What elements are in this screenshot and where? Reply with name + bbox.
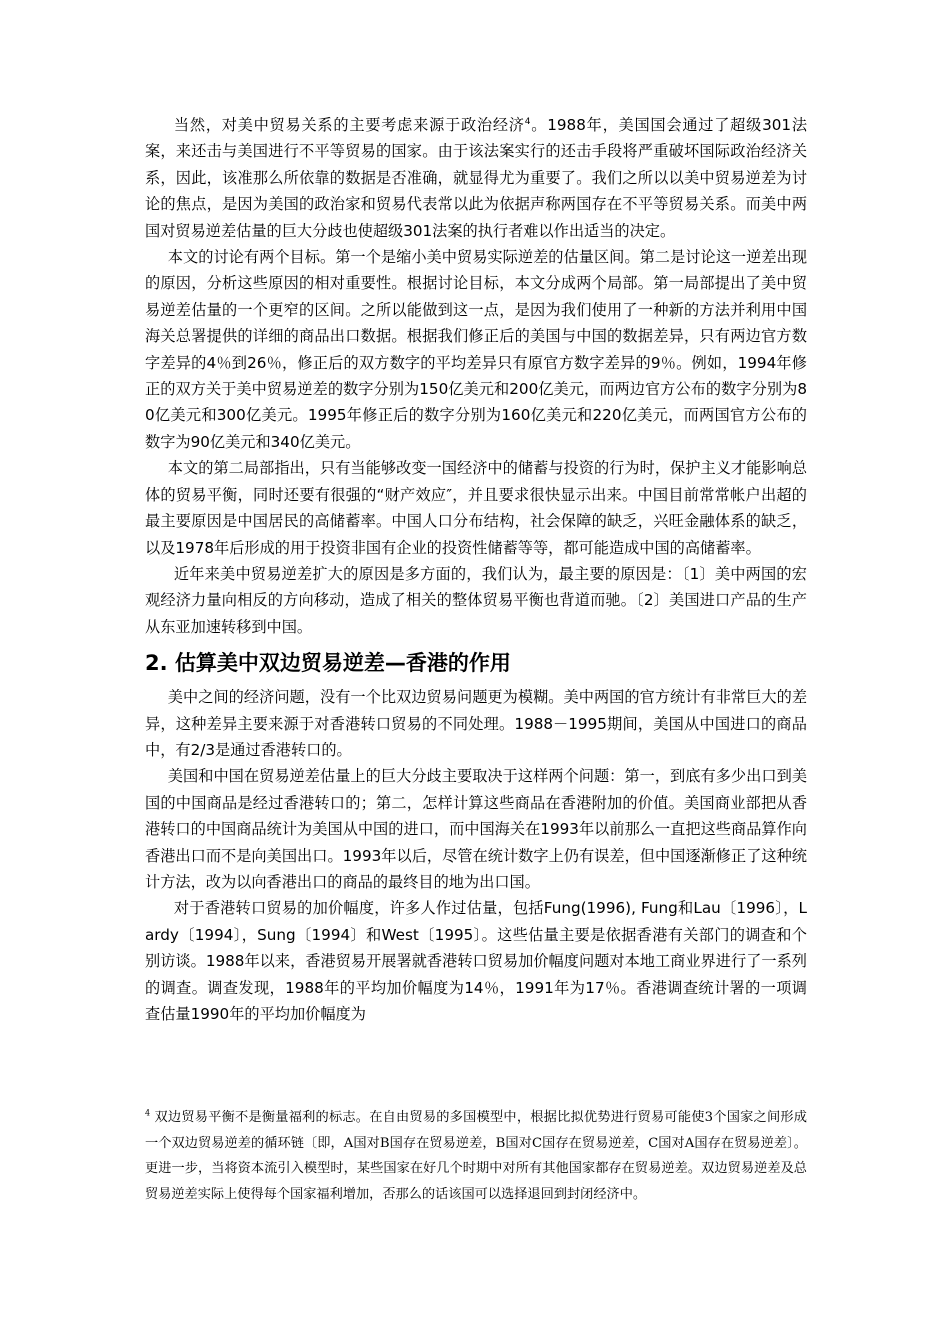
footnote xyxy=(145,1105,807,1207)
paragraph-deficit-reasons: 近年来美中贸易逆差扩大的原因是多方面的，我们认为，最主要的原因是：〔1〕美中两国的宏观经济力量向相反的方向移动，造成了相关的整体贸易平衡也背道而驰。〔2〕美国进口产品的生产从东亚加速转移到中国。 xyxy=(145,564,807,636)
paragraph-text-end: 。1988年，美国国会通过了超级301法案，来还击与美国进行不平等贸易的国家。由于该法案实行的还击手段将严重破坏国际政治经济关系，因此，该准那么所依靠的数据是否准确，就显得尤为重要了。我们之所以以美中贸易逆差为讨论的焦点，是因为美国的政治家和贸易代表常以此为依据声称两国存在不平等贸易关系。而美中两国对贸易逆差估量的巨大分歧也使超级301法案的执行者难以作出适当的决定。 xyxy=(145,116,808,240)
paragraph-political-economy xyxy=(145,112,807,244)
paragraph-markup: 对于香港转口贸易的加价幅度，许多人作过估量，包括Fung(1996), Fung和Lau〔1996〕，Lardy〔1994〕，Sung〔1994〕和West〔1995〕。这些估量主要是依据香港有关部门的调查和个别访谈。1988年以来，香港贸易开展署就香港转口贸易加价幅度问题对本地工商业界进行了一系列的调查。调查发现，1988年的平均加价幅度为14％，1991年为17％。香港调查统计署的一项调查估量1990年的平均加价幅度为 xyxy=(145,899,807,1023)
footnote-reference: 4 xyxy=(524,116,531,127)
paragraph-divergence: 美国和中国在贸易逆差估量上的巨大分歧主要取决于这样两个问题：第一，到底有多少出口到美国的中国商品是经过香港转口的；第二，怎样计算这些商品在香港附加的价值。美国商业部把从香港转口的中国商品统计为美国从中国的进口，而中国海关在1993年以前那么一直把这些商品算作向香港出口而不是向美国出口。1993年以后，尽管在统计数字上仍有误差，但中国逐渐修正了这种统计方法，改为以向香港出口的商品的最终目的地为出口国。 xyxy=(145,767,807,891)
section-heading: 2. 估算美中双边贸易逆差—香港的作用 xyxy=(145,651,511,676)
paragraph-hongkong-intro: 美中之间的经济问题，没有一个比双边贸易问题更为模糊。美中两国的官方统计有非常巨大的差异，这种差异主要来源于对香港转口贸易的不同处理。1988－1995期间，美国从中国进口的商品中，有2/3是通过香港转口的。 xyxy=(145,688,807,759)
paragraph-text-start: 当然，对美中贸易关系的主要考虑来源于政治经济 xyxy=(173,116,525,134)
footnote-marker: 4 xyxy=(145,1108,151,1118)
footnote-text: 双边贸易平衡不是衡量福利的标志。在自由贸易的多国模型中，根据比拟优势进行贸易可能使3个国家之间形成一个双边贸易逆差的循环链〔即，A国对B国存在贸易逆差，B国对C国存在贸易逆差，C国对A国存在贸易逆差〕。更进一步，当将资本流引入模型时，某些国家在好几个时期中对所有其他国家都存在贸易逆差。双边贸易逆差及总贸易逆差实际上使得每个国家福利增加，否那么的话该国可以选择退回到封闭经济中。 xyxy=(145,1110,807,1202)
paragraph-savings: 本文的第二局部指出，只有当能够改变一国经济中的储蓄与投资的行为时，保护主义才能影响总体的贸易平衡，同时还要有很强的“财产效应″，并且要求很快显示出来。中国目前常常帐户出超的最主要原因是中国居民的高储蓄率。中国人口分布结构，社会保障的缺乏，兴旺金融体系的缺乏，以及1978年后形成的用于投资非国有企业的投资性储蓄等等，都可能造成中国的高储蓄率。 xyxy=(145,459,807,557)
paragraph-objectives: 本文的讨论有两个目标。第一个是缩小美中贸易实际逆差的估量区间。第二是讨论这一逆差出现的原因，分析这些原因的相对重要性。根据讨论目标，本文分成两个局部。第一局部提出了美中贸易逆差估量的一个更窄的区间。之所以能做到这一点，是因为我们使用了一种新的方法并利用中国海关总署提供的详细的商品出口数据。根据我们修正后的美国与中国的数据差异，只有两边官方数字差异的4％到26％，修正后的双方数字的平均差异只有原官方数字差异的9％。例如，1994年修正的双方关于美中贸易逆差的数字分别为150亿美元和200亿美元，而两边官方公布的数字分别为80亿美元和300亿美元。1995年修正后的数字分别为160亿美元和220亿美元，而两国官方公布的数字为90亿美元和340亿美元。 xyxy=(145,248,807,451)
document-body xyxy=(145,112,807,1027)
